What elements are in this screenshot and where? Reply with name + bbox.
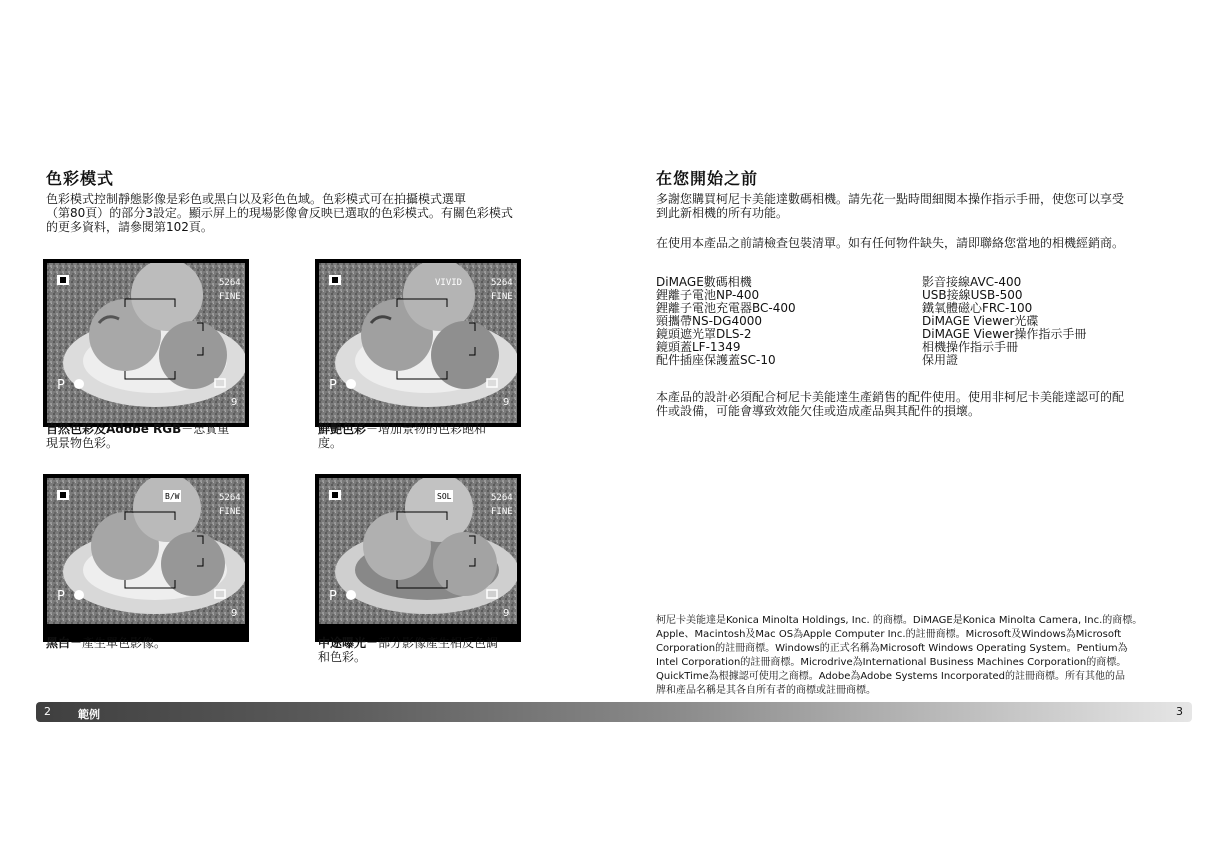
svg-text:9: 9 xyxy=(503,608,510,619)
section-label: 範例 xyxy=(78,708,100,721)
caption-natural xyxy=(46,422,266,450)
list-item: 鋰離子電池充電器BC-400 xyxy=(656,301,796,315)
right-page-number: 3 xyxy=(1176,705,1183,718)
caption-bold: 黑白 xyxy=(46,636,71,650)
legal-line: Apple、Macintosh及Mac OS為Apple Computer Inc.的註冊商標。Microsoft及Windows為Microsoft xyxy=(656,629,1122,640)
package-list-col2 xyxy=(922,276,1192,367)
lcd-image xyxy=(319,263,517,423)
list-item: 鋰離子電池NP-400 xyxy=(656,288,760,302)
lcd-black-white xyxy=(43,474,249,642)
svg-text:9: 9 xyxy=(231,397,238,408)
legal-line: QuickTime為根據認可使用之商標。Adobe為Adobe Systems Incorporated的註冊商標。所有其他的品 xyxy=(656,671,1126,682)
intro-line: 色彩模式控制靜態影像是彩色或黑白以及彩色色域。色彩模式可在拍攝模式選單 xyxy=(46,192,467,206)
left-page-title: 色彩模式 xyxy=(46,169,115,188)
list-item: DiMAGE Viewer光碟 xyxy=(922,314,1039,328)
list-item: DiMAGE Viewer操作指示手冊 xyxy=(922,327,1087,341)
legal-line: 柯尼卡美能達是Konica Minolta Holdings, Inc. 的商標。DiMAGE是Konica Minolta Camera, Inc.的商標。 xyxy=(656,615,1143,626)
vivid-indicator: VIVID xyxy=(435,278,463,288)
caption-vivid xyxy=(318,422,538,450)
lcd-image xyxy=(319,478,517,624)
intro-line: 的更多資料，請參閱第102頁。 xyxy=(46,220,213,234)
thanks-intro xyxy=(656,192,1196,220)
intro-line: （第80頁）的部分3設定。顯示屏上的現場影像會反映已選取的色彩模式。有關色彩模式 xyxy=(46,206,513,220)
list-item: 鏡頭蓋LF-1349 xyxy=(656,340,741,354)
caption-bold: 中途曝光 xyxy=(318,636,367,650)
lcd-image xyxy=(47,263,245,423)
list-item: 配件插座保護蓋SC-10 xyxy=(656,353,776,367)
caption-text: －增加景物的色彩飽和 xyxy=(366,422,487,436)
svg-text:P: P xyxy=(57,589,65,604)
legal-line: Corporation的註冊商標。Windows的正式名稱為Microsoft Windows Operating System。Pentium為 xyxy=(656,643,1128,654)
lcd-natural-color xyxy=(43,259,249,427)
svg-text:P: P xyxy=(329,378,337,393)
list-item: DiMAGE數碼相機 xyxy=(656,275,752,289)
caption-text: －部分影像產生相反色調 xyxy=(366,636,499,650)
bw-indicator: B/W xyxy=(165,492,180,501)
legal-line: 牌和產品名稱是其各自所有者的商標或註冊商標。 xyxy=(656,685,876,696)
lcd-vivid-color xyxy=(315,259,521,427)
svg-text:P: P xyxy=(329,589,337,604)
caption-text: －忠實重 xyxy=(181,422,230,436)
svg-text:FINE: FINE xyxy=(219,507,241,517)
svg-text:9: 9 xyxy=(503,397,510,408)
list-item: 影音接線AVC-400 xyxy=(922,275,1022,289)
list-item: 頸攜帶NS-DG4000 xyxy=(656,314,763,328)
svg-text:5264: 5264 xyxy=(219,493,241,503)
svg-text:5264: 5264 xyxy=(491,278,513,288)
svg-text:FINE: FINE xyxy=(491,507,513,517)
caption-line2: 度。 xyxy=(318,436,343,450)
svg-text:9: 9 xyxy=(231,608,238,619)
package-check: 在使用本產品之前請檢查包裝清單。如有任何物件缺失，請即聯絡您當地的相機經銷商。 xyxy=(656,236,1125,250)
notice-line: 件或設備，可能會導致效能欠佳或造成產品與其配件的損壞。 xyxy=(656,404,981,418)
left-page-number: 2 xyxy=(44,705,51,718)
package-list-col1 xyxy=(656,276,916,367)
legal-line: Intel Corporation的註冊商標。Microdrive為International Business Machines Corporation的商標。 xyxy=(656,657,1127,668)
svg-text:FINE: FINE xyxy=(491,292,513,302)
list-item: 相機操作指示手冊 xyxy=(922,340,1019,354)
svg-text:P: P xyxy=(57,378,65,393)
svg-text:5264: 5264 xyxy=(491,493,513,503)
caption-line2: 現景物色彩。 xyxy=(46,436,119,450)
intro-line: 到此新相機的所有功能。 xyxy=(656,206,789,220)
solar-indicator: SOL xyxy=(437,492,452,501)
shot-count: 5264 xyxy=(219,278,241,288)
list-item: 鐵氧體磁心FRC-100 xyxy=(922,301,1033,315)
list-item: USB接線USB-500 xyxy=(922,288,1023,302)
caption-solar xyxy=(318,636,538,664)
caption-line2: 和色彩。 xyxy=(318,650,367,664)
trademark-notice xyxy=(656,614,1196,698)
intro-line: 多謝您購買柯尼卡美能達數碼相機。請先花一點時間細閱本操作指示手冊，使您可以享受 xyxy=(656,192,1125,206)
footer-bar xyxy=(36,702,1192,722)
caption-bw xyxy=(46,636,266,650)
caption-bold: 鮮艷色彩 xyxy=(318,422,367,436)
accessory-notice xyxy=(656,390,1196,418)
lcd-image xyxy=(47,478,245,624)
notice-line: 本產品的設計必須配合柯尼卡美能達生產銷售的配件使用。使用非柯尼卡美能達認可的配 xyxy=(656,390,1125,404)
caption-text: －產生單色影像。 xyxy=(70,636,167,650)
caption-bold: 自然色彩及Adobe RGB xyxy=(46,422,182,436)
lcd-solarization xyxy=(315,474,521,642)
list-item: 鏡頭遮光罩DLS-2 xyxy=(656,327,752,341)
quality-label: FINE xyxy=(219,292,241,302)
color-mode-intro xyxy=(46,192,586,234)
right-page-title: 在您開始之前 xyxy=(656,169,759,188)
list-item: 保用證 xyxy=(922,353,959,367)
